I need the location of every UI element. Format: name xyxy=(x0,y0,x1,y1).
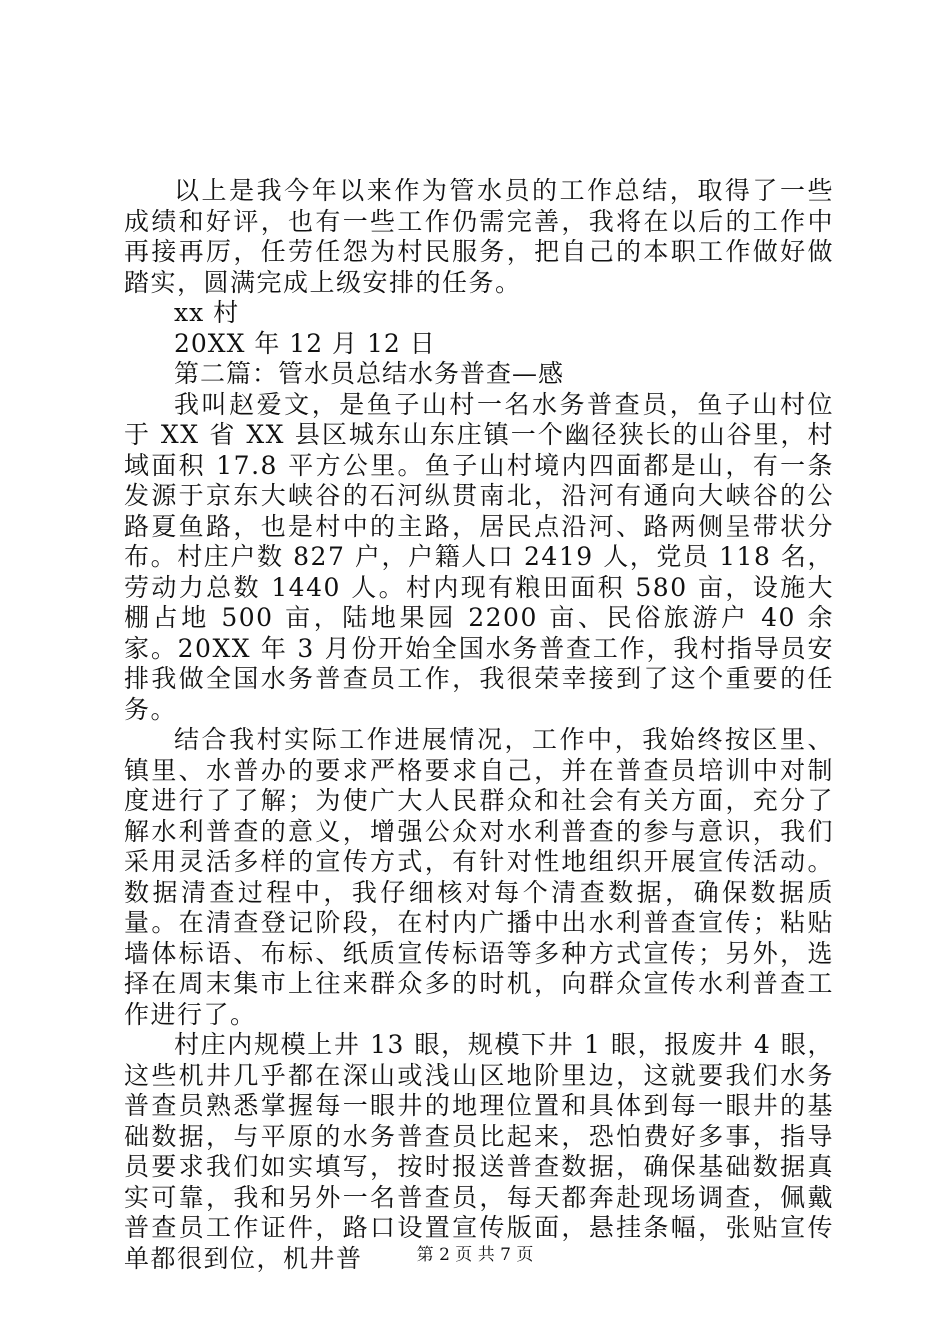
section-heading: 第二篇：管水员总结水务普查—感 xyxy=(174,359,565,388)
document-body xyxy=(124,176,834,1274)
paragraph-introduction: 我叫赵爱文，是鱼子山村一名水务普查员，鱼子山村位于 XX 省 XX 县区城东山东庄镇一个幽径狭长的山谷里，村域面积 17.8 平方公里。鱼子山村境内四面都是山，有一条发源于京东大峡谷的石河纵贯南北，沿河有通向大峡谷的公路夏鱼路，也是村中的主路，居民点沿河、路两侧呈带状分布。村庄户数 827 户，户籍人口 2419 人，党员 118 名，劳动力总数 1440 人。村内现有粮田面积 580 亩，设施大棚占地 500 亩，陆地果园 2200 亩、民俗旅游户 40 余家。20XX 年 3 月份开始全国水务普查工作，我村指导员安排我做全国水务普查员工作，我很荣幸接到了这个重要的任务。 xyxy=(124,389,834,724)
signature-village: xx 村 xyxy=(174,298,240,327)
paragraph-work-progress: 结合我村实际工作进展情况，工作中，我始终按区里、镇里、水普办的要求严格要求自己，并在普查员培训中对制度进行了了解；为使广大人民群众和社会有关方面，充分了解水利普查的意义，增强公众对水利普查的参与意识，我们采用灵活多样的宣传方式，有针对性地组织开展宣传活动。数据清查过程中，我仔细核对每个清查数据，确保数据质量。在清查登记阶段，在村内广播中出水利普查宣传；粘贴墙体标语、布标、纸质宣传标语等多种方式宣传；另外，选择在周末集市上往来群众多的时机，向群众宣传水利普查工作进行了。 xyxy=(124,725,834,1029)
paragraph-wells: 村庄内规模上井 13 眼，规模下井 1 眼，报废井 4 眼，这些机井几乎都在深山或浅山区地阶里边，这就要我们水务普查员熟悉掌握每一眼井的地理位置和具体到每一眼井的基础数据，与平原的水务普查员比起来，恐怕费好多事，指导员要求我们如实填写，按时报送普查数据，确保基础数据真实可靠，我和另外一名普查员，每天都奔赴现场调查，佩戴普查员工作证件，路口设置宣传版面，悬挂条幅，张贴宣传单都很到位，机井普 xyxy=(124,1030,834,1273)
paragraph-summary-closing: 以上是我今年以来作为管水员的工作总结，取得了一些成绩和好评，也有一些工作仍需完善，我将在以后的工作中再接再厉，任劳任怨为村民服务，把自己的本职工作做好做踏实，圆满完成上级安排的任务。 xyxy=(124,176,834,297)
page-number-footer: 第 2 页 共 7 页 xyxy=(416,1245,534,1265)
signature-date: 20XX 年 12 月 12 日 xyxy=(174,328,436,358)
